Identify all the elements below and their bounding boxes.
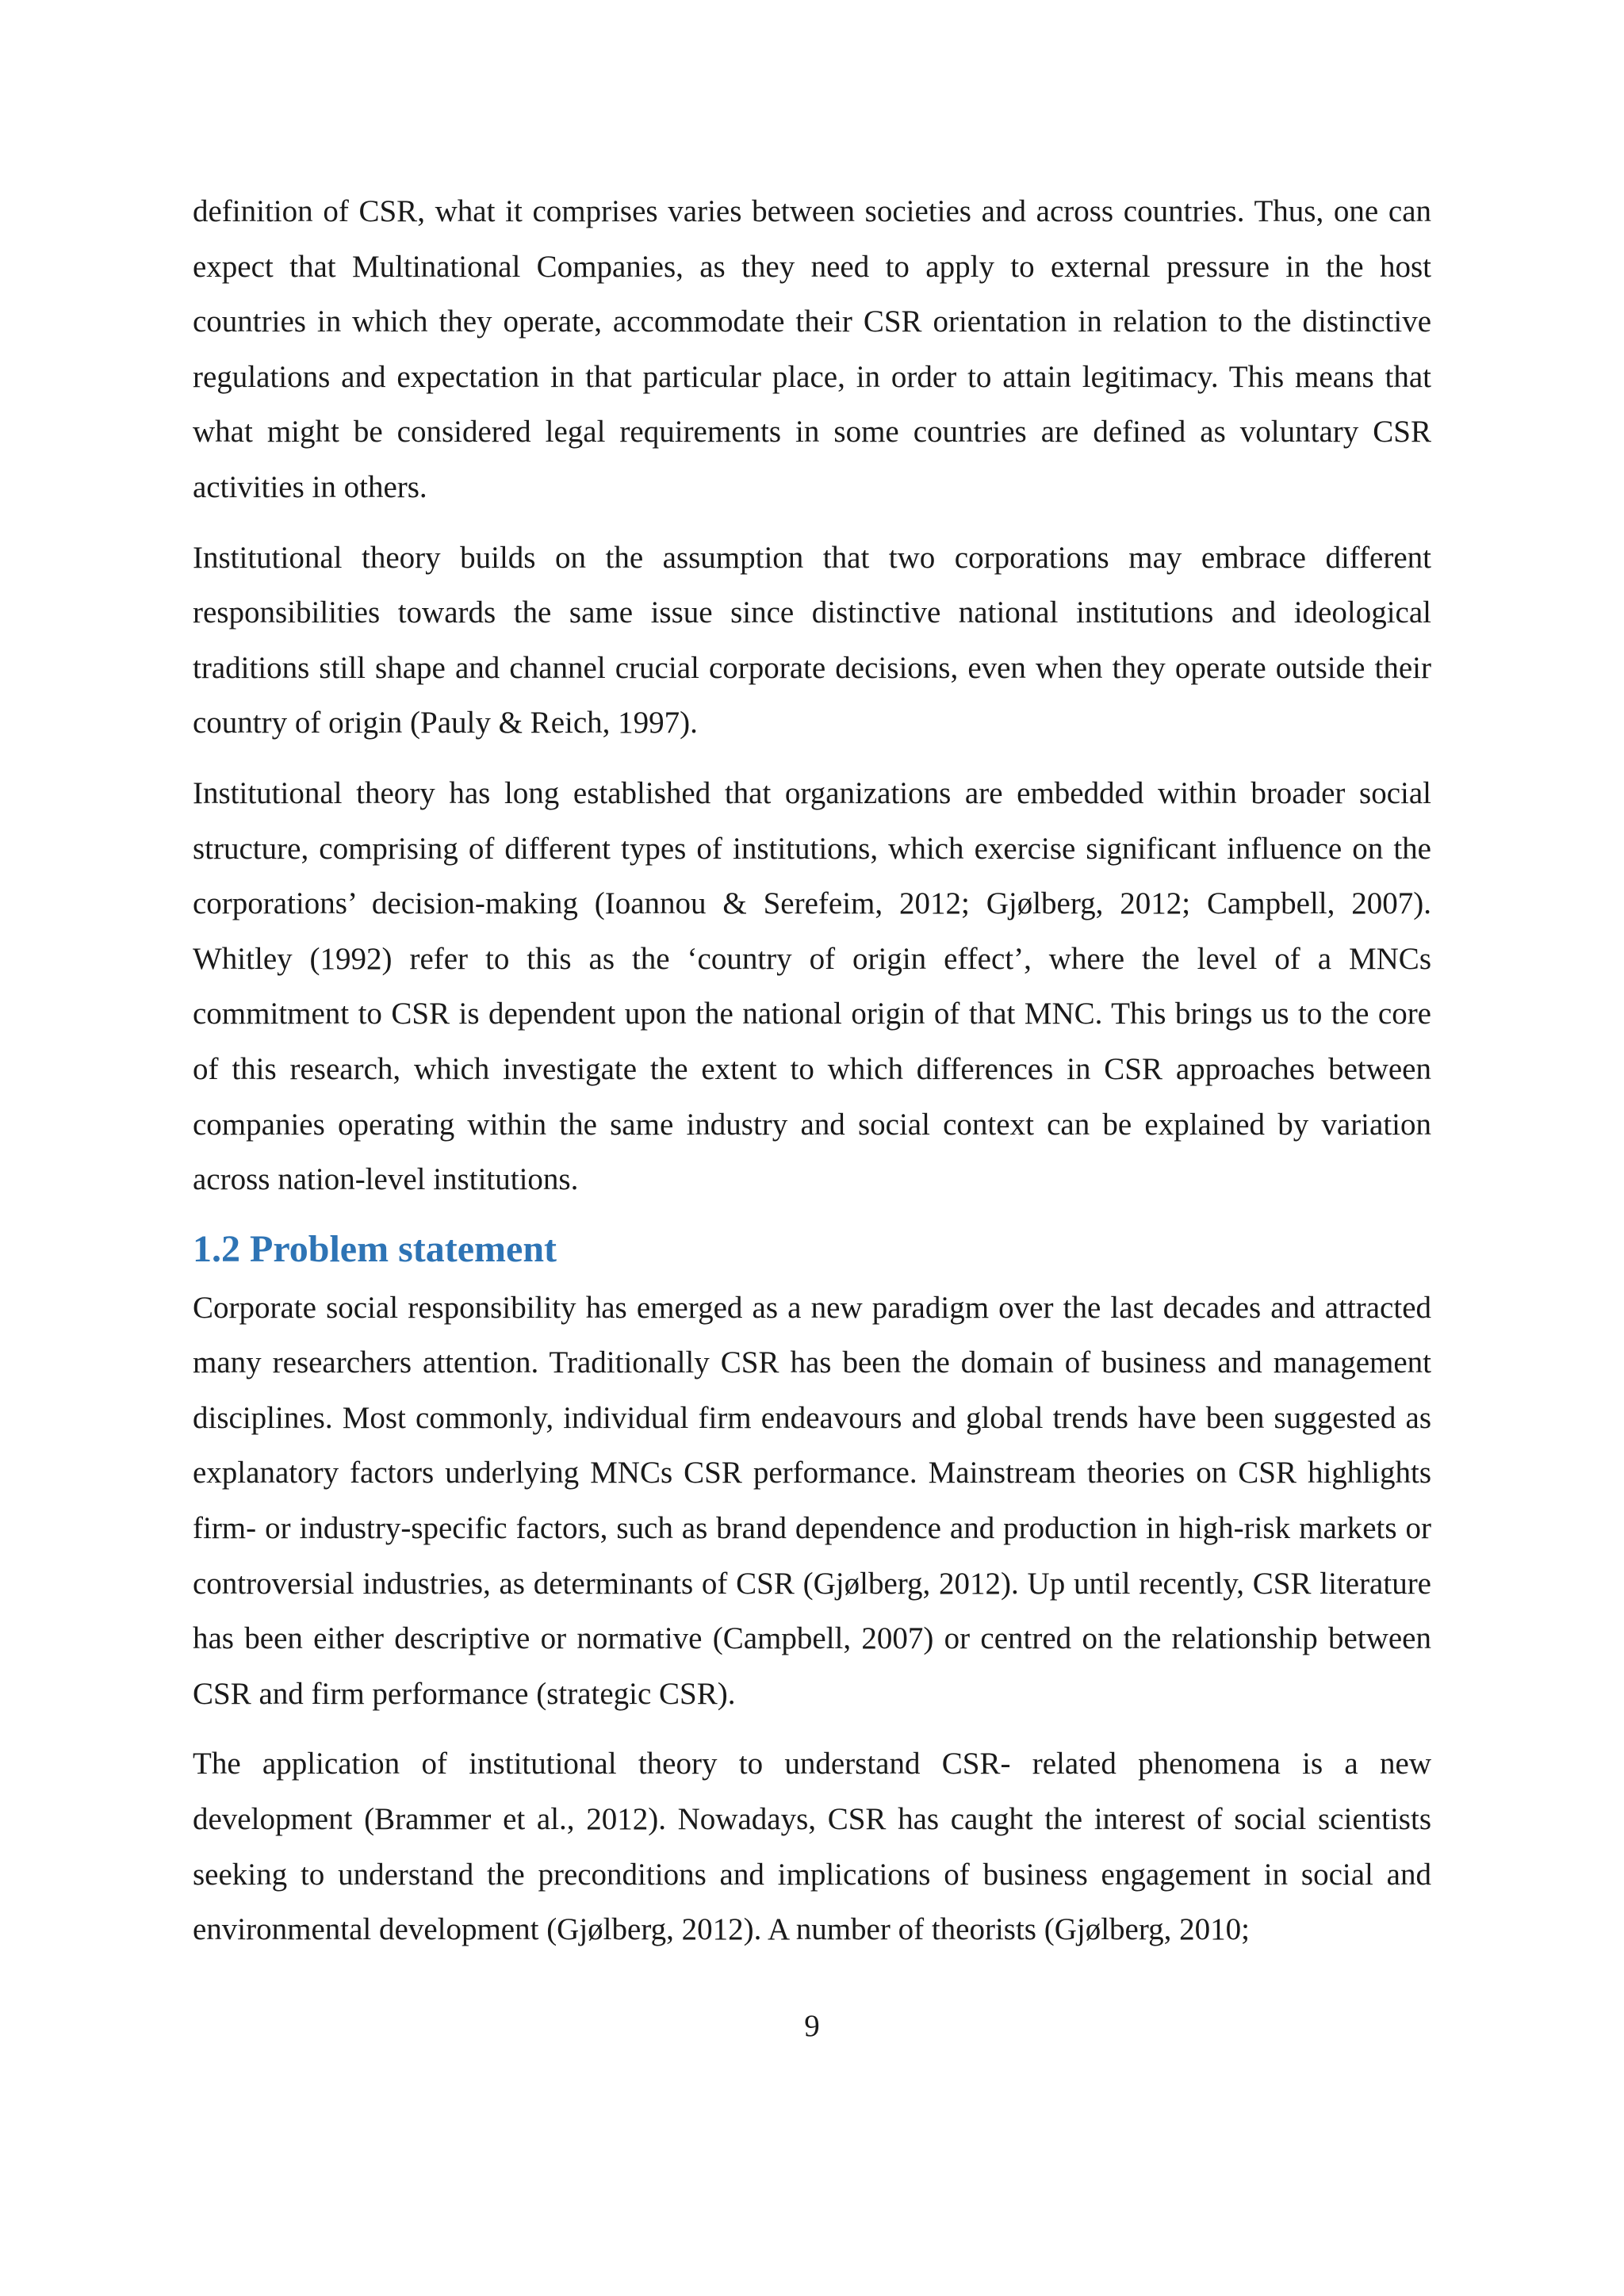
section-heading-problem-statement: 1.2 Problem statement xyxy=(193,1227,557,1270)
paragraph-csr-paradigm: Corporate social responsibility has emerged as a new paradigm over the last decades and attracted many researchers attention. Traditionally CSR has been the domain of business and management disciplines. Most commonly, individual firm endeavours and global trends have been suggested as explanatory factors underlying MNCs CSR performance. Mainstream theories on CSR highlights firm- or industry-specific factors, such as brand dependence and production in high-risk markets or controversial industries, as determinants of CSR (Gjølberg, 2012). Up until recently, CSR literature has been either descriptive or normative (Campbell, 2007) or centred on the relationship between CSR and firm performance (strategic CSR). xyxy=(193,1290,1431,1711)
paragraph-institutional-theory-application: The application of institutional theory to understand CSR- related phenomena is a new development (Brammer et al., 2012). Nowadays, CSR has caught the interest of social scientists seeking to understand the preconditions and implications of business engagement in social and environmental development (Gjølberg, 2012). A number of theorists (Gjølberg, 2010; xyxy=(193,1747,1431,1947)
paragraph-institutional-theory-assumption: Institutional theory builds on the assumption that two corporations may embrace different responsibilities towards the same issue since distinctive national institutions and ideological traditions still shape and channel crucial corporate decisions, even when they operate outside their country of origin (Pauly & Reich, 1997). xyxy=(193,540,1431,740)
page-body xyxy=(193,184,1431,1957)
paragraph-institutional-theory-embedded: Institutional theory has long established that organizations are embedded within broader social structure, comprising of different types of institutions, which exercise significant influence on the corporations’ decision-making (Ioannou & Serefeim, 2012; Gjølberg, 2012; Campbell, 2007). Whitley (1992) refer to this as the ‘country of origin effect’, where the level of a MNCs commitment to CSR is dependent upon the national origin of that MNC. This brings us to the core of this research, which investigate the extent to which differences in CSR approaches between companies operating within the same industry and social context can be explained by variation across nation-level institutions. xyxy=(193,775,1431,1197)
paragraph-continuation: definition of CSR, what it comprises varies between societies and across countries. Thus, one can expect that Multinational Companies, as they need to apply to external pressure in the host countries in which they operate, accommodate their CSR orientation in relation to the distinctive regulations and expectation in that particular place, in order to attain legitimacy. This means that what might be considered legal requirements in some countries are defined as voluntary CSR activities in others. xyxy=(193,194,1431,504)
page-number: 9 xyxy=(804,2009,820,2043)
